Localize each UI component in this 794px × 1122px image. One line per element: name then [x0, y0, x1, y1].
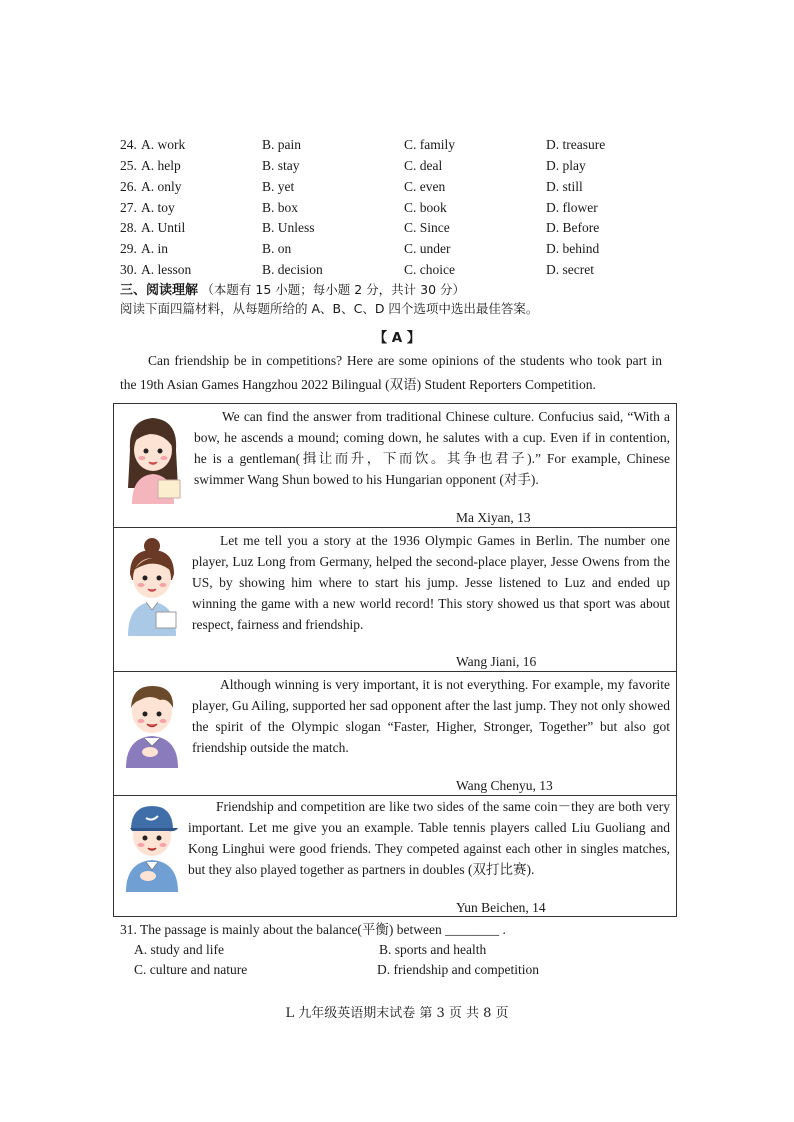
cloze-option-b: B. stay — [262, 158, 300, 173]
opinion-signature: Yun Beichen, 14 — [456, 900, 546, 915]
question-number: 27. — [120, 200, 137, 215]
section-title: 三、阅读理解 — [120, 283, 199, 298]
question-number: 28. — [120, 220, 137, 235]
cloze-option-d: D. Before — [546, 220, 600, 235]
question-number: 24. — [120, 137, 137, 152]
cloze-option-a: A. only — [141, 179, 182, 194]
boy-cap-avatar — [120, 800, 184, 892]
opinion-cell — [114, 404, 676, 528]
passage-intro: Can friendship be in competitions? Here are some opinions of the students who took part in the 19th Asian Games Hangzhou 2022 Bilingual (双语) Student Reporters Competition. — [120, 353, 662, 392]
opinion-text: Friendship and competition are like two sides of the same coin－they are both very important. Let me give you an example. Table tennis players called Liu Guoliang and Kong Linghui were good friends. They competed against each other in singles matches, but they also played together as partners in doubles (双打比赛). — [188, 799, 670, 877]
cloze-option-b: B. Unless — [262, 220, 315, 235]
cloze-option-c: C. Since — [404, 220, 450, 235]
question-number: 25. — [120, 158, 137, 173]
question-stem: 31. The passage is mainly about the balance(平衡) between ________ . — [120, 922, 506, 937]
cloze-option-c: C. choice — [404, 262, 455, 277]
cloze-option-d: D. treasure — [546, 137, 606, 152]
opinion-cell — [114, 796, 676, 917]
section-heading — [120, 280, 465, 301]
cloze-option-a: A. in — [141, 241, 168, 256]
cloze-option-c: C. family — [404, 137, 455, 152]
opinions-table — [113, 403, 677, 917]
question-option-a: A. study and life — [134, 942, 224, 957]
opinion-signature: Wang Jiani, 16 — [456, 654, 537, 669]
cloze-option-a: A. toy — [141, 200, 175, 215]
section-instruction: 阅读下面四篇材料，从每题所给的 A、B、C、D 四个选项中选出最佳答案。 — [120, 301, 539, 316]
girl-long-hair-avatar — [120, 410, 186, 504]
cloze-option-d: D. secret — [546, 262, 594, 277]
opinion-text: Let me tell you a story at the 1936 Olympic Games in Berlin. The number one player, Luz Long from Germany, helped the second-place player, Jesse Owens from the US, by showing him where to start his jump. Jesse listened to Luz and ended up winning the game with a new world record! This story showed us that sport was about respect, fairness and friendship. — [192, 533, 670, 632]
cloze-option-a: A. lesson — [141, 262, 192, 277]
cloze-option-c: C. deal — [404, 158, 443, 173]
cloze-option-d: D. behind — [546, 241, 600, 256]
opinion-cell — [114, 528, 676, 672]
question-number: 30. — [120, 262, 137, 277]
boy-short-hair-avatar — [120, 678, 184, 768]
question-option-d: D. friendship and competition — [377, 962, 539, 977]
cloze-option-b: B. decision — [262, 262, 323, 277]
question-number: 26. — [120, 179, 137, 194]
opinion-cell — [114, 672, 676, 796]
cloze-option-d: D. play — [546, 158, 586, 173]
opinion-signature: Ma Xiyan, 13 — [456, 510, 531, 525]
question-option-c: C. culture and nature — [134, 962, 248, 977]
cloze-option-c: C. even — [404, 179, 446, 194]
page-footer: L 九年级英语期末试卷 第 3 页 共 8 页 — [285, 1006, 509, 1021]
cloze-option-d: D. still — [546, 179, 583, 194]
cloze-option-b: B. yet — [262, 179, 295, 194]
girl-bun-avatar — [120, 536, 184, 636]
question-number: 29. — [120, 241, 137, 256]
question-option-b: B. sports and health — [379, 942, 487, 957]
passage-label: 【 A 】 — [373, 330, 421, 346]
cloze-option-b: B. on — [262, 241, 292, 256]
opinion-signature: Wang Chenyu, 13 — [456, 778, 553, 793]
section-note: （本题有 15 小题；每小题 2 分，共计 30 分） — [201, 282, 465, 297]
cloze-option-a: A. work — [141, 137, 186, 152]
cloze-option-c: C. book — [404, 200, 447, 215]
opinion-text: We can find the answer from traditional Chinese culture. Confucius said, “With a bow, he ascends a mound; coming down, he salutes with a cup. Even if in contention, he is a gentleman(揖让而升，下而饮。其争也君子).” For example, Chinese swimmer Wang Shun bowed to his Hungarian opponent (对手). — [194, 409, 670, 487]
cloze-option-a: A. help — [141, 158, 181, 173]
opinion-text: Although winning is very important, it is not everything. For example, my favorite player, Gu Ailing, supported her sad opponent after the last jump. They not only showed the spirit of the Olympic slogan “Faster, Higher, Stronger, Together” but also got friendship outside the match. — [192, 677, 670, 755]
cloze-option-a: A. Until — [141, 220, 186, 235]
cloze-option-b: B. box — [262, 200, 299, 215]
cloze-option-d: D. flower — [546, 200, 598, 215]
cloze-option-c: C. under — [404, 241, 451, 256]
cloze-option-b: B. pain — [262, 137, 301, 152]
